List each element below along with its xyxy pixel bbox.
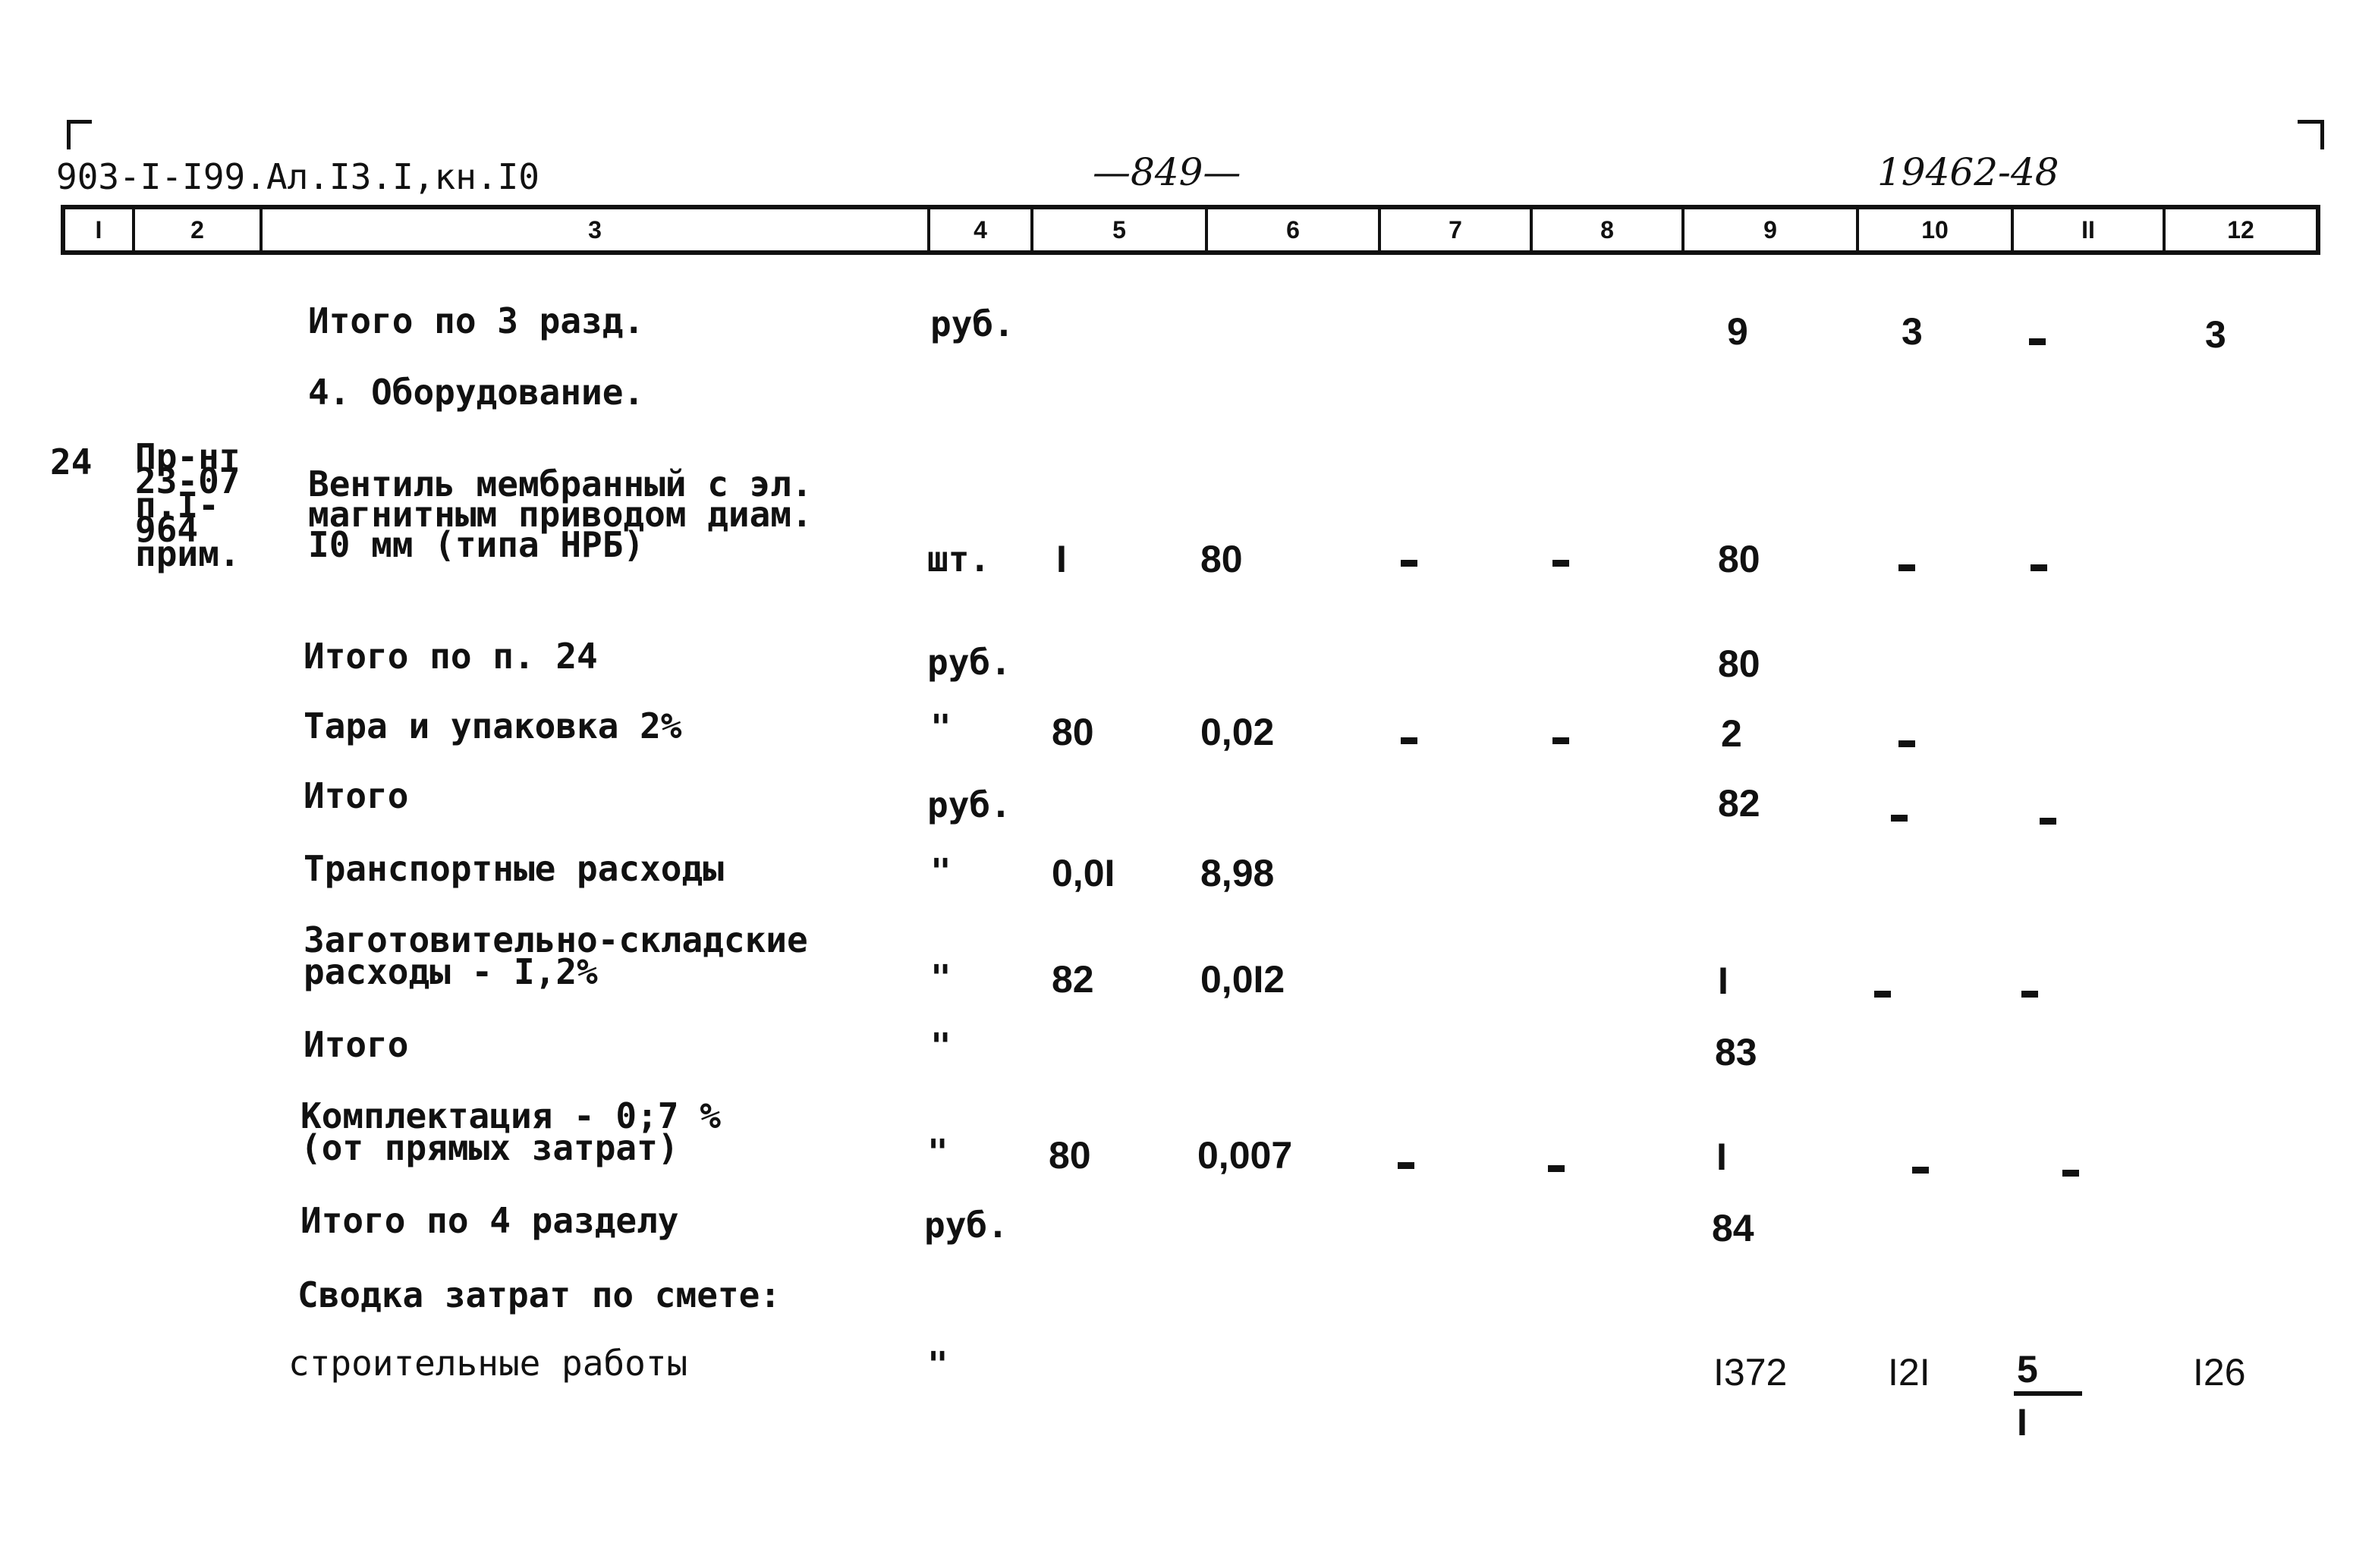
total-1-col9: 82 <box>1718 782 1760 825</box>
packaging-label: Тара и упаковка 2% <box>304 705 682 746</box>
column-header: 8 <box>1533 209 1685 250</box>
section3-total-col10: 3 <box>1902 310 1923 353</box>
sheet-code: 19462-48 <box>1877 150 2059 194</box>
completion-unit: " <box>927 1132 948 1173</box>
item24-col5: I <box>1056 538 1067 580</box>
corner-mark-left <box>67 120 92 149</box>
total-2-unit: " <box>930 1026 952 1067</box>
procurement-col11-dash <box>2021 991 2038 998</box>
total-section4-label: Итого по 4 разделу <box>300 1200 679 1241</box>
procurement-col6: 0,0I2 <box>1200 958 1285 1001</box>
procurement-label: Заготовительно-складские расходы - I,2% <box>304 919 808 992</box>
transport-unit: " <box>930 851 952 892</box>
column-header: 6 <box>1208 209 1381 250</box>
item24-name: Вентиль мембранный с эл. магнитным приводом диам. I0 мм (типа НРБ) <box>308 463 813 565</box>
column-header-row <box>61 205 2320 255</box>
construction-col11-fraction-line <box>2014 1391 2082 1396</box>
item24-col8-dash <box>1552 560 1569 567</box>
total-p24-col9: 80 <box>1718 643 1760 685</box>
column-header: 7 <box>1381 209 1533 250</box>
item24-number: 24 <box>50 441 93 482</box>
packaging-col5: 80 <box>1052 711 1094 753</box>
section4-title: 4. Оборудование. <box>308 372 645 413</box>
completion-col5: 80 <box>1049 1134 1091 1177</box>
procurement-col10-dash <box>1874 991 1891 998</box>
packaging-col7-dash <box>1401 737 1417 744</box>
column-header: 5 <box>1033 209 1208 250</box>
construction-col11-denominator: I <box>2017 1401 2027 1444</box>
transport-label: Транспортные расходы <box>304 848 724 889</box>
summary-title: Сводка затрат по смете: <box>297 1274 781 1315</box>
procurement-unit: " <box>930 957 952 998</box>
packaging-col8-dash <box>1552 737 1569 744</box>
item24-code: Пр-нт 23-07 п.I- 964 прим. <box>135 436 241 574</box>
completion-col9: I <box>1716 1136 1727 1178</box>
completion-col6: 0,007 <box>1197 1134 1293 1177</box>
document-code: 903-I-I99.Ал.I3.I,кн.I0 <box>56 156 539 197</box>
construction-col9: I372 <box>1713 1351 1788 1394</box>
page-number: —849— <box>1093 150 1241 194</box>
packaging-col6: 0,02 <box>1200 711 1275 753</box>
total-2-label: Итого <box>304 1024 409 1065</box>
packaging-col9: 2 <box>1721 712 1742 755</box>
completion-col10-dash <box>1912 1167 1929 1174</box>
item24-unit: шт. <box>927 539 991 580</box>
construction-label: строительные работы <box>288 1343 688 1384</box>
total-1-label: Итого <box>304 775 409 816</box>
section3-total-label: Итого по 3 разд. <box>308 300 645 341</box>
completion-col8-dash <box>1548 1165 1565 1172</box>
column-header: II <box>2014 209 2166 250</box>
column-header: 4 <box>930 209 1033 250</box>
section3-total-col9: 9 <box>1727 310 1748 353</box>
procurement-col5: 82 <box>1052 958 1094 1001</box>
packaging-col10-dash <box>1898 740 1915 747</box>
total-section4-col9: 84 <box>1712 1207 1754 1249</box>
section3-total-unit: руб. <box>930 303 1014 344</box>
construction-col10: I2I <box>1888 1351 1930 1394</box>
column-header: 10 <box>1859 209 2014 250</box>
total-p24-label: Итого по п. 24 <box>304 636 598 677</box>
completion-label: Комплектация - 0;7 % (от прямых затрат) <box>300 1095 721 1168</box>
packaging-unit: " <box>930 707 952 748</box>
construction-col11-numerator: 5 <box>2017 1348 2038 1390</box>
item24-col9: 80 <box>1718 538 1760 580</box>
item24-col6: 80 <box>1200 538 1243 580</box>
construction-unit: " <box>927 1344 948 1385</box>
item24-col11-dash <box>2031 564 2047 571</box>
total-p24-unit: руб. <box>927 642 1011 683</box>
transport-col5: 0,0I <box>1052 852 1115 894</box>
total-2-col9: 83 <box>1715 1031 1757 1073</box>
total-1-col11-dash <box>2040 818 2056 825</box>
item24-col7-dash <box>1401 560 1417 567</box>
construction-col12: I26 <box>2193 1351 2246 1394</box>
section3-total-col12: 3 <box>2205 313 2226 356</box>
section3-total-col11-dash <box>2029 338 2046 345</box>
item24-col10-dash <box>1898 564 1915 571</box>
corner-mark-right <box>2298 120 2324 149</box>
column-header: 9 <box>1685 209 1859 250</box>
completion-col11-dash <box>2062 1170 2079 1177</box>
total-1-unit: руб. <box>927 784 1011 825</box>
total-1-col10-dash <box>1891 815 1908 822</box>
transport-col6: 8,98 <box>1200 852 1275 894</box>
column-header: 3 <box>263 209 930 250</box>
total-section4-unit: руб. <box>924 1205 1008 1246</box>
procurement-col9: I <box>1718 960 1729 1002</box>
column-header: I <box>65 209 135 250</box>
column-header: 2 <box>135 209 263 250</box>
column-header: 12 <box>2227 215 2254 244</box>
completion-col7-dash <box>1398 1162 1414 1169</box>
